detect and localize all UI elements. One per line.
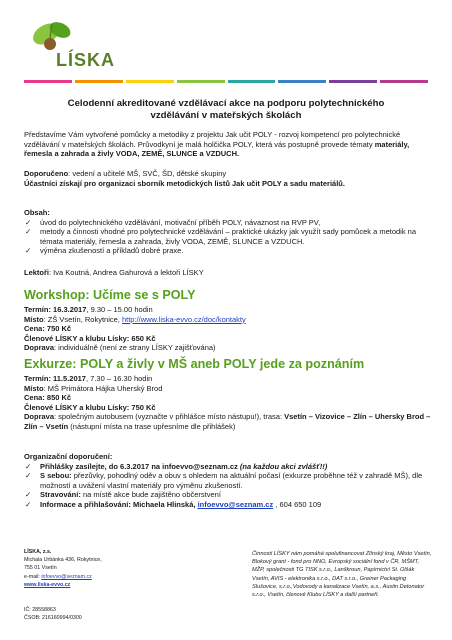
lecturers-text: : Iva Koutná, Andrea Gahurová a lektoři LÍSKY xyxy=(49,268,204,277)
stripe-segment xyxy=(75,80,123,83)
logo-wordmark: LÍSKA xyxy=(56,50,115,70)
workshop-member-price: Členové LÍSKY a klubu Lísky: 650 Kč xyxy=(24,333,156,343)
color-stripe xyxy=(24,80,428,83)
stripe-segment xyxy=(228,80,276,83)
list-item xyxy=(24,490,434,500)
excursion-transport-label: Doprava xyxy=(24,412,55,422)
lecturers xyxy=(24,268,434,278)
list-item-text: úvod do polytechnického vzdělávání, motivační příběh POLY, návaznost na RVP PV, xyxy=(40,217,321,227)
checkmark-icon: ✓ xyxy=(25,471,32,481)
title-line: Celodenní akreditované vzdělávací akce na podporu polytechnického xyxy=(67,98,385,109)
checkmark-icon: ✓ xyxy=(25,490,32,500)
hazelnut-leaf-icon xyxy=(24,14,84,54)
excursion-place-text: : MŠ Primátora Hájka Uherský Brod xyxy=(43,383,163,393)
lecturers-label: Lektoři xyxy=(24,268,50,277)
organization-section xyxy=(24,452,434,510)
stripe-segment xyxy=(177,80,225,83)
registration-email[interactable]: infoevvo@seznam.cz xyxy=(162,461,238,471)
workshop-transport-text: : individuálně (není ze strany LÍSKY zajišťována) xyxy=(54,343,216,353)
intro-text: Představíme Vám vytvořené pomůcky a metodiky z projektu Jak učit POLY - rozvoj kompetencí pro polytechnické vzdělávání v mateřských školách. Průvodkyní je malá holčička POLY, která vás postupně provede tématy xyxy=(24,130,401,149)
footer-supporters: Činnosti LÍSKY nám pomáhá spolufinancovat Zlínský kraj, Město Vsetín, Blokový grant - fond pro NNO, Evropský sociální fond v ČR, MŠMT, MŽP, společnosti TG TISK s.r.o., Lanškroun, Papírnictví St. Olšák Vsetín, AVIS - elektronika s.r.o., DAT s.r.o., Greiner Packaging Slušovice, s.r.o.,Vodovody a kanalizace Vsetín, a.s., Austin Detonator s.r.o., Vsetín, členové Klubu LÍSKY a další partneři. xyxy=(252,551,432,599)
catering-text: na místě akce bude zajištěno občerstvení xyxy=(80,490,221,500)
contents-list xyxy=(24,218,434,256)
workshop-details xyxy=(24,305,434,353)
excursion-term-label: Termín: 11.5.2017 xyxy=(24,374,86,383)
workshop-title: Workshop: Učíme se s POLY xyxy=(24,288,196,302)
footer-address-line: 755 01 Vsetín xyxy=(24,565,57,572)
workshop-term-time: , 9.30 – 15.00 hodin xyxy=(86,305,153,314)
title-line: vzdělávání v mateřských školách xyxy=(150,110,302,121)
stripe-segment xyxy=(24,80,72,83)
stripe-segment xyxy=(380,80,428,83)
list-item-text: metody a činnosti vhodné pro polytechnické vzdělávání – praktické ukázky jak využít sady pomůcek a metodik na témata materiály, řemesla a zahrada, živly VODA, ZEMĚ, SLUNCE a VZDUCH. xyxy=(40,227,417,246)
excursion-place-label: Místo xyxy=(24,383,44,393)
contents-label: Obsah: xyxy=(24,208,50,217)
footer-address-line: Michala Urbánka 436, Rokytnice, xyxy=(24,557,102,564)
footer-email-label: e-mail: xyxy=(24,573,42,580)
list-item xyxy=(24,246,434,256)
workshop-term-label: Termín: 16.3.2017 xyxy=(24,305,87,314)
organization-list xyxy=(24,462,434,510)
info-contact: Informace a přihlašování: Michaela Hlinská, xyxy=(40,499,198,509)
workshop-place-label: Místo xyxy=(24,314,44,324)
list-item xyxy=(24,218,434,228)
footer-email-link[interactable]: infoevvo@seznam.cz xyxy=(41,573,92,580)
footer-address xyxy=(24,548,134,589)
footer-ids xyxy=(24,606,82,622)
list-item xyxy=(24,462,434,472)
stripe-segment xyxy=(126,80,174,83)
recommend-text: : vedení a učitelé MŠ, SVČ, ŠD, dětské skupiny xyxy=(68,169,227,178)
excursion-title: Exkurze: POLY a živly v MŠ aneb POLY jede za poznáním xyxy=(24,357,365,371)
stripe-segment xyxy=(278,80,326,83)
list-item xyxy=(24,227,434,246)
recommendation xyxy=(24,169,434,188)
excursion-term-time: , 7.30 – 16.30 hodin xyxy=(85,374,153,383)
bring-label: S sebou: xyxy=(40,471,72,481)
workshop-contact-link[interactable]: http://www.liska-evvo.cz/doc/kontakty xyxy=(121,314,246,324)
recommend-label: Doporučeno xyxy=(24,169,69,178)
footer-ic: IČ: 28558863 xyxy=(24,607,56,613)
excursion-member-price: Členové LÍSKY a klubu Lísky: 750 Kč xyxy=(24,402,156,412)
stripe-segment xyxy=(329,80,377,83)
checkmark-icon: ✓ xyxy=(25,246,32,256)
checkmark-icon: ✓ xyxy=(25,499,32,509)
contact-email-link[interactable]: infoevvo@seznam.cz xyxy=(197,499,274,509)
workshop-price: Cena: 750 Kč xyxy=(24,324,72,334)
workshop-transport-label: Doprava xyxy=(24,343,55,353)
contact-phone: , 604 650 109 xyxy=(273,499,322,509)
registration-mid: na xyxy=(149,461,163,471)
workshop-place-text: : ZŠ Vsetín, Rokytnice, xyxy=(43,314,122,324)
intro-paragraph xyxy=(24,130,434,159)
checkmark-icon: ✓ xyxy=(25,217,32,227)
excursion-transport-text: : společným autobusem (vyznačte v přihlášce místo nástupu!), trasa: xyxy=(54,412,285,422)
liska-logo xyxy=(24,14,164,74)
checkmark-icon: ✓ xyxy=(25,461,32,471)
list-item xyxy=(24,500,434,510)
participants-note: Účastníci získají pro organizaci sborník metodických listů Jak učit POLY a sadu materiálů. xyxy=(24,178,345,188)
excursion-route-note: (nástupní místa na trase upřesníme dle přihlášek) xyxy=(68,421,236,431)
excursion-route: Vsetín – Vizovice – Zlín – Uhersky Brod – Zlín – Vsetín xyxy=(24,412,431,431)
registration-note: (na každou akci zvlášť!!) xyxy=(237,461,328,471)
intro-topics: materiály, řemesla a zahrada a živly VODA, ZEMĚ, SLUNCE a VZDUCH. xyxy=(24,139,410,159)
excursion-price: Cena: 850 Kč xyxy=(24,393,72,403)
checkmark-icon: ✓ xyxy=(25,227,32,237)
footer-org-name: LÍSKA, z.s. xyxy=(24,549,52,555)
list-item-text: výměna zkušeností a příkladů dobré praxe. xyxy=(40,246,184,256)
excursion-details xyxy=(24,374,434,432)
list-item xyxy=(24,471,434,490)
bring-text: přezůvky, pohodlný oděv a obuv s ohledem na aktuální počasí (exkurze proběhne též v zahradě MŠ), dle možností a uvážení vlastní materiály pro výměnu zkušeností. xyxy=(40,471,423,490)
footer-web-link[interactable]: www.liska-evvo.cz xyxy=(24,581,71,588)
organization-label: Organizační doporučení: xyxy=(24,452,113,461)
footer-bank: ČSOB: 216160994/0300 xyxy=(24,615,82,621)
registration-deadline: Přihlášky zasílejte, do 6.3.2017 xyxy=(40,461,150,471)
contents-section xyxy=(24,208,434,256)
catering-label: Stravování: xyxy=(40,490,81,500)
page-title xyxy=(30,98,422,122)
